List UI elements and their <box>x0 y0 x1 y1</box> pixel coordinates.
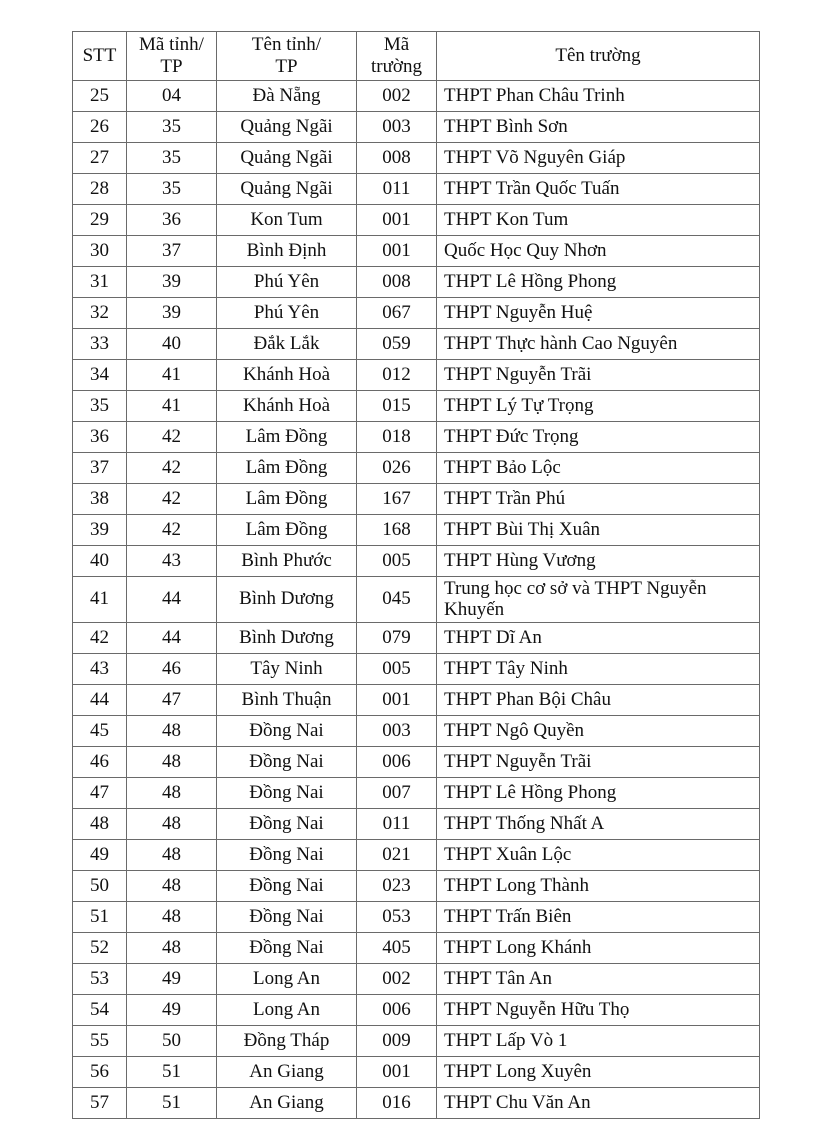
cell-school-code: 053 <box>357 902 437 933</box>
cell-province-name: Đồng Nai <box>217 716 357 747</box>
cell-school-code: 405 <box>357 933 437 964</box>
cell-school-name: THPT Trấn Biên <box>437 902 760 933</box>
cell-school-code: 002 <box>357 81 437 112</box>
cell-stt: 54 <box>73 995 127 1026</box>
cell-stt: 44 <box>73 685 127 716</box>
cell-province-name: Bình Dương <box>217 623 357 654</box>
header-province-name: Tên tỉnh/ TP <box>217 32 357 81</box>
cell-province-name: Quảng Ngãi <box>217 112 357 143</box>
table-row <box>73 546 760 577</box>
cell-province-name: An Giang <box>217 1057 357 1088</box>
cell-province-name: Bình Dương <box>217 577 357 623</box>
cell-stt: 36 <box>73 422 127 453</box>
cell-stt: 28 <box>73 174 127 205</box>
cell-stt: 49 <box>73 840 127 871</box>
cell-school-code: 007 <box>357 778 437 809</box>
cell-school-name: THPT Xuân Lộc <box>437 840 760 871</box>
table-row <box>73 1088 760 1119</box>
cell-school-code: 003 <box>357 112 437 143</box>
cell-stt: 43 <box>73 654 127 685</box>
table-row <box>73 298 760 329</box>
cell-stt: 34 <box>73 360 127 391</box>
table-row <box>73 391 760 422</box>
cell-school-code: 079 <box>357 623 437 654</box>
table-row <box>73 143 760 174</box>
table-row <box>73 453 760 484</box>
table-row <box>73 995 760 1026</box>
cell-school-code: 045 <box>357 577 437 623</box>
table-row <box>73 174 760 205</box>
cell-province-name: Đồng Tháp <box>217 1026 357 1057</box>
cell-province-name: Đắk Lắk <box>217 329 357 360</box>
cell-province-code: 04 <box>127 81 217 112</box>
cell-province-name: Đà Nẵng <box>217 81 357 112</box>
cell-school-code: 008 <box>357 143 437 174</box>
cell-province-name: Long An <box>217 964 357 995</box>
cell-school-code: 003 <box>357 716 437 747</box>
table-row <box>73 685 760 716</box>
cell-school-name: THPT Nguyễn Hữu Thọ <box>437 995 760 1026</box>
cell-province-name: Quảng Ngãi <box>217 143 357 174</box>
table-row <box>73 329 760 360</box>
table-row <box>73 236 760 267</box>
table-row <box>73 81 760 112</box>
cell-school-code: 011 <box>357 174 437 205</box>
table-row <box>73 422 760 453</box>
table-row <box>73 933 760 964</box>
cell-school-name: THPT Trần Quốc Tuấn <box>437 174 760 205</box>
cell-province-code: 35 <box>127 143 217 174</box>
cell-school-name: THPT Võ Nguyên Giáp <box>437 143 760 174</box>
cell-province-code: 48 <box>127 716 217 747</box>
cell-province-code: 35 <box>127 174 217 205</box>
table-row <box>73 747 760 778</box>
cell-school-code: 021 <box>357 840 437 871</box>
cell-province-code: 51 <box>127 1088 217 1119</box>
cell-school-code: 001 <box>357 205 437 236</box>
cell-stt: 50 <box>73 871 127 902</box>
cell-province-code: 48 <box>127 840 217 871</box>
cell-province-code: 41 <box>127 391 217 422</box>
cell-school-code: 006 <box>357 995 437 1026</box>
header-stt: STT <box>73 32 127 81</box>
cell-province-code: 40 <box>127 329 217 360</box>
cell-province-name: Lâm Đồng <box>217 484 357 515</box>
cell-school-code: 016 <box>357 1088 437 1119</box>
cell-school-name: THPT Thống Nhất A <box>437 809 760 840</box>
cell-province-name: Kon Tum <box>217 205 357 236</box>
cell-stt: 42 <box>73 623 127 654</box>
cell-province-name: Lâm Đồng <box>217 453 357 484</box>
cell-province-code: 51 <box>127 1057 217 1088</box>
cell-province-code: 48 <box>127 809 217 840</box>
cell-stt: 47 <box>73 778 127 809</box>
cell-stt: 35 <box>73 391 127 422</box>
table-row <box>73 360 760 391</box>
cell-province-code: 35 <box>127 112 217 143</box>
cell-province-code: 44 <box>127 577 217 623</box>
cell-stt: 53 <box>73 964 127 995</box>
table-row <box>73 1057 760 1088</box>
cell-school-name: Quốc Học Quy Nhơn <box>437 236 760 267</box>
cell-province-name: Phú Yên <box>217 298 357 329</box>
table-row <box>73 515 760 546</box>
cell-province-code: 37 <box>127 236 217 267</box>
cell-school-code: 167 <box>357 484 437 515</box>
cell-stt: 29 <box>73 205 127 236</box>
cell-stt: 56 <box>73 1057 127 1088</box>
cell-school-code: 005 <box>357 546 437 577</box>
cell-province-name: Lâm Đồng <box>217 422 357 453</box>
cell-province-name: Bình Định <box>217 236 357 267</box>
cell-school-name: THPT Long Khánh <box>437 933 760 964</box>
header-province-code: Mã tỉnh/ TP <box>127 32 217 81</box>
schools-table <box>72 31 760 1119</box>
cell-province-code: 48 <box>127 747 217 778</box>
table-row <box>73 871 760 902</box>
cell-school-code: 008 <box>357 267 437 298</box>
cell-stt: 52 <box>73 933 127 964</box>
cell-stt: 30 <box>73 236 127 267</box>
cell-school-code: 059 <box>357 329 437 360</box>
cell-stt: 51 <box>73 902 127 933</box>
cell-province-name: Bình Thuận <box>217 685 357 716</box>
cell-province-name: Phú Yên <box>217 267 357 298</box>
cell-stt: 41 <box>73 577 127 623</box>
cell-school-name: THPT Lấp Vò 1 <box>437 1026 760 1057</box>
cell-school-code: 015 <box>357 391 437 422</box>
cell-school-code: 168 <box>357 515 437 546</box>
table-row <box>73 964 760 995</box>
cell-province-name: Tây Ninh <box>217 654 357 685</box>
cell-province-name: Đồng Nai <box>217 902 357 933</box>
table-row <box>73 577 760 623</box>
cell-school-name: THPT Bình Sơn <box>437 112 760 143</box>
cell-school-name: THPT Long Xuyên <box>437 1057 760 1088</box>
table-row <box>73 1026 760 1057</box>
cell-province-code: 49 <box>127 964 217 995</box>
cell-stt: 33 <box>73 329 127 360</box>
cell-stt: 48 <box>73 809 127 840</box>
cell-stt: 57 <box>73 1088 127 1119</box>
cell-province-code: 44 <box>127 623 217 654</box>
cell-province-name: Khánh Hoà <box>217 391 357 422</box>
cell-province-name: An Giang <box>217 1088 357 1119</box>
cell-province-name: Đồng Nai <box>217 933 357 964</box>
cell-stt: 40 <box>73 546 127 577</box>
cell-school-code: 011 <box>357 809 437 840</box>
cell-province-name: Đồng Nai <box>217 747 357 778</box>
table-row <box>73 623 760 654</box>
cell-province-name: Đồng Nai <box>217 778 357 809</box>
table-row <box>73 654 760 685</box>
cell-stt: 37 <box>73 453 127 484</box>
cell-school-name: THPT Trần Phú <box>437 484 760 515</box>
cell-school-name: THPT Dĩ An <box>437 623 760 654</box>
cell-school-code: 012 <box>357 360 437 391</box>
cell-stt: 31 <box>73 267 127 298</box>
cell-school-name: Trung học cơ sở và THPT Nguyễn Khuyến <box>437 577 760 623</box>
cell-school-name: THPT Thực hành Cao Nguyên <box>437 329 760 360</box>
table-row <box>73 267 760 298</box>
cell-stt: 27 <box>73 143 127 174</box>
table-row <box>73 484 760 515</box>
cell-province-code: 48 <box>127 871 217 902</box>
cell-school-code: 026 <box>357 453 437 484</box>
cell-province-name: Bình Phước <box>217 546 357 577</box>
cell-school-name: THPT Kon Tum <box>437 205 760 236</box>
cell-school-code: 023 <box>357 871 437 902</box>
cell-province-code: 42 <box>127 484 217 515</box>
cell-stt: 25 <box>73 81 127 112</box>
cell-school-code: 005 <box>357 654 437 685</box>
cell-school-code: 018 <box>357 422 437 453</box>
cell-school-name: THPT Đức Trọng <box>437 422 760 453</box>
table-row <box>73 778 760 809</box>
cell-province-code: 43 <box>127 546 217 577</box>
table-row <box>73 809 760 840</box>
cell-school-name: THPT Ngô Quyền <box>437 716 760 747</box>
cell-province-code: 39 <box>127 267 217 298</box>
cell-school-name: THPT Nguyễn Trãi <box>437 360 760 391</box>
cell-province-code: 36 <box>127 205 217 236</box>
table-row <box>73 716 760 747</box>
table-row <box>73 902 760 933</box>
cell-school-code: 002 <box>357 964 437 995</box>
cell-school-name: THPT Nguyễn Huệ <box>437 298 760 329</box>
cell-province-code: 49 <box>127 995 217 1026</box>
header-school-name: Tên trường <box>437 32 760 81</box>
cell-province-code: 39 <box>127 298 217 329</box>
cell-school-name: THPT Tân An <box>437 964 760 995</box>
cell-school-code: 001 <box>357 685 437 716</box>
cell-school-code: 006 <box>357 747 437 778</box>
cell-stt: 26 <box>73 112 127 143</box>
table-row <box>73 112 760 143</box>
cell-province-code: 42 <box>127 515 217 546</box>
cell-stt: 32 <box>73 298 127 329</box>
cell-school-name: THPT Chu Văn An <box>437 1088 760 1119</box>
cell-province-code: 42 <box>127 422 217 453</box>
cell-school-name: THPT Phan Bội Châu <box>437 685 760 716</box>
cell-school-code: 009 <box>357 1026 437 1057</box>
cell-school-name: THPT Lê Hồng Phong <box>437 778 760 809</box>
cell-school-name: THPT Lý Tự Trọng <box>437 391 760 422</box>
cell-stt: 46 <box>73 747 127 778</box>
cell-school-code: 001 <box>357 236 437 267</box>
cell-province-code: 48 <box>127 933 217 964</box>
header-school-code: Mã trường <box>357 32 437 81</box>
table-row <box>73 840 760 871</box>
cell-stt: 55 <box>73 1026 127 1057</box>
cell-province-name: Đồng Nai <box>217 809 357 840</box>
cell-province-code: 48 <box>127 902 217 933</box>
cell-stt: 39 <box>73 515 127 546</box>
cell-province-name: Lâm Đồng <box>217 515 357 546</box>
table-row <box>73 205 760 236</box>
cell-school-name: THPT Lê Hồng Phong <box>437 267 760 298</box>
cell-province-code: 42 <box>127 453 217 484</box>
cell-school-name: THPT Hùng Vương <box>437 546 760 577</box>
cell-province-code: 48 <box>127 778 217 809</box>
cell-province-name: Đồng Nai <box>217 871 357 902</box>
cell-province-code: 47 <box>127 685 217 716</box>
cell-stt: 45 <box>73 716 127 747</box>
cell-school-name: THPT Bảo Lộc <box>437 453 760 484</box>
cell-school-name: THPT Tây Ninh <box>437 654 760 685</box>
table-body <box>73 81 760 1119</box>
cell-province-code: 50 <box>127 1026 217 1057</box>
cell-province-name: Đồng Nai <box>217 840 357 871</box>
cell-province-name: Quảng Ngãi <box>217 174 357 205</box>
cell-school-name: THPT Nguyễn Trãi <box>437 747 760 778</box>
cell-school-code: 001 <box>357 1057 437 1088</box>
cell-school-name: THPT Long Thành <box>437 871 760 902</box>
cell-province-name: Long An <box>217 995 357 1026</box>
cell-stt: 38 <box>73 484 127 515</box>
cell-school-name: THPT Phan Châu Trinh <box>437 81 760 112</box>
cell-province-code: 41 <box>127 360 217 391</box>
cell-province-code: 46 <box>127 654 217 685</box>
cell-province-name: Khánh Hoà <box>217 360 357 391</box>
cell-school-name: THPT Bùi Thị Xuân <box>437 515 760 546</box>
table-header-row <box>73 32 760 81</box>
cell-school-code: 067 <box>357 298 437 329</box>
